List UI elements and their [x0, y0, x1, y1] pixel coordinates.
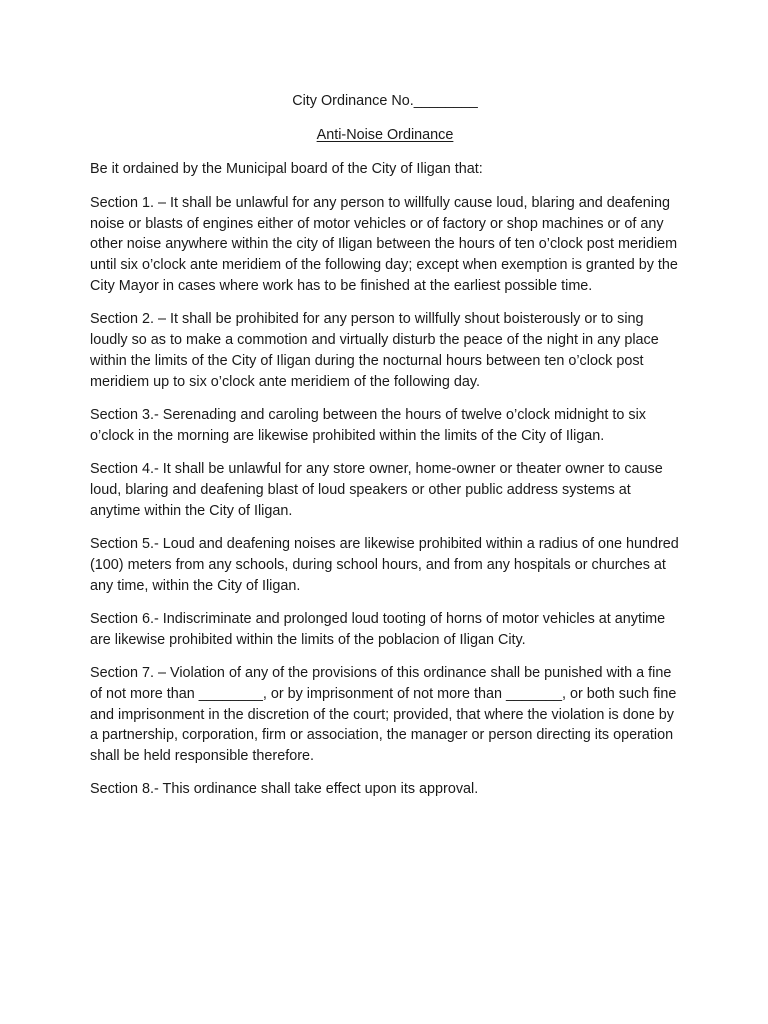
section-5: Section 5.- Loud and deafening noises are likewise prohibited within a radius of one hundred (100) meters from any schools, during school hours, and from any hospitals or churches at any time, within the City of Iligan. — [90, 535, 679, 594]
document-body — [90, 91, 680, 813]
preamble: Be it ordained by the Municipal board of the City of Iligan that: — [90, 161, 483, 177]
section-3: Section 3.- Serenading and caroling between the hours of twelve o’clock midnight to six o’clock in the morning are likewise prohibited within the limits of the City of Iligan. — [90, 406, 646, 444]
ordinance-title: City Ordinance No.________ — [292, 93, 478, 109]
section-1: Section 1. – It shall be unlawful for any person to willfully cause loud, blaring and deafening noise or blasts of engines either of motor vehicles or of factory or shop machines or of any other noise anywhere within the city of Iligan between the hours of ten o’clock post meridiem until six o’clock ante meridiem of the following day; except when exemption is granted by the City Mayor in cases where work has to be finished at the earliest possible time. — [90, 194, 678, 294]
section-8: Section 8.- This ordinance shall take effect upon its approval. — [90, 781, 479, 798]
ordinance-subtitle-text: Anti-Noise Ordinance — [316, 127, 454, 143]
section-7: Section 7. – Violation of any of the provisions of this ordinance shall be punished with a fine of not more than ________, or by imprisonment of not more than _______, or both such fine and imprisonment in the discretion of the court; provided, that where the violation is done by a partnership, corporation, firm or association, the manager or person directing its operation shall be held responsible therefore. — [90, 664, 677, 765]
section-4: Section 4.- It shall be unlawful for any store owner, home-owner or theater owner to cause loud, blaring and deafening blast of loud speakers or other public address systems at anytime within the City of Iligan. — [90, 461, 663, 519]
section-6: Section 6.- Indiscriminate and prolonged loud tooting of horns of motor vehicles at anytime are likewise prohibited within the limits of the poblacion of Iligan City. — [90, 610, 666, 648]
ordinance-subtitle — [90, 125, 680, 146]
section-2: Section 2. – It shall be prohibited for any person to willfully shout boisterously or to sing loudly so as to make a commotion and virtually disturb the peace of the night in any place within the limits of the City of Iligan during the nocturnal hours between ten o’clock post meridiem up to six o’clock ante meridiem of the following day. — [90, 311, 659, 390]
